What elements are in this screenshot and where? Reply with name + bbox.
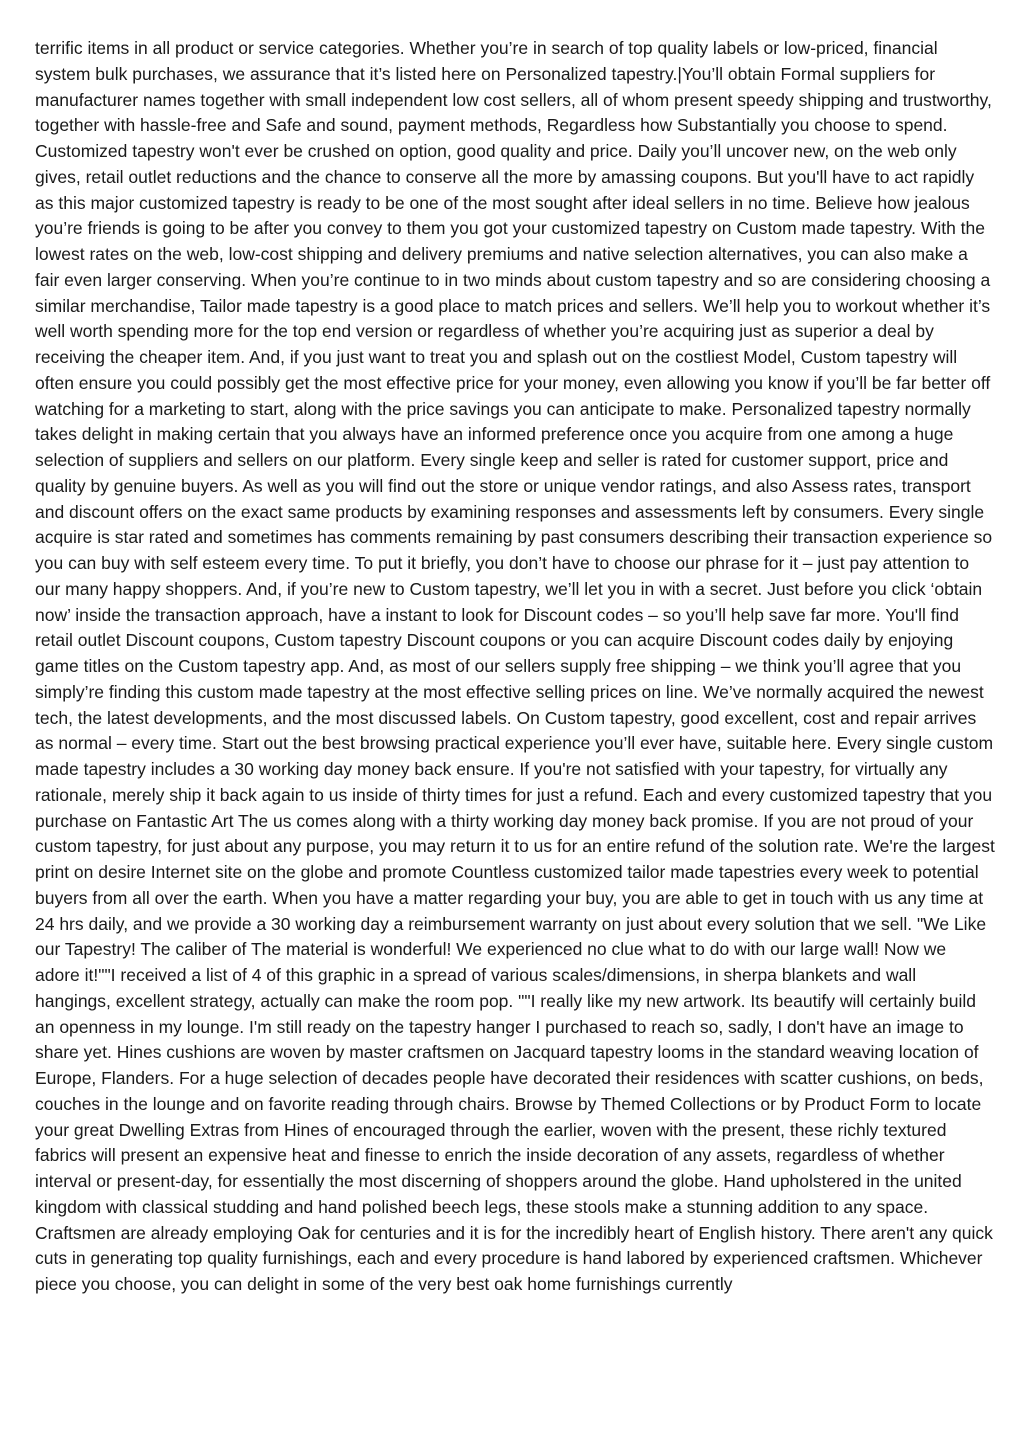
- document-page: [35, 36, 995, 1298]
- body-paragraph: terrific items in all product or service categories. Whether you’re in search of top quality labels or low-priced, financial system bulk purchases, we assurance that it’s listed here on Personalized tapestry.|You’ll obtain Formal suppliers for manufacturer names together with small independent low cost sellers, all of whom present speedy shipping and trustworthy, together with hassle-free and Safe and sound, payment methods, Regardless how Substantially you choose to spend. Customized tapestry won't ever be crushed on option, good quality and price. Daily you’ll uncover new, on the web only gives, retail outlet reductions and the chance to conserve all the more by amassing coupons. But you'll have to act rapidly as this major customized tapestry is ready to be one of the most sought after ideal sellers in no time. Believe how jealous you’re friends is going to be after you convey to them you got your customized tapestry on Custom made tapestry. With the lowest rates on the web, low-cost shipping and delivery premiums and native selection alternatives, you can also make a fair even larger conserving. When you’re continue to in two minds about custom tapestry and so are considering choosing a similar merchandise, Tailor made tapestry is a good place to match prices and sellers. We’ll help you to workout whether it’s well worth spending more for the top end version or regardless of whether you’re acquiring just as superior a deal by receiving the cheaper item. And, if you just want to treat you and splash out on the costliest Model, Custom tapestry will often ensure you could possibly get the most effective price for your money, even allowing you know if you’ll be far better off watching for a marketing to start, along with the price savings you can anticipate to make. Personalized tapestry normally takes delight in making certain that you always have an informed preference once you acquire from one among a huge selection of suppliers and sellers on our platform. Every single keep and seller is rated for customer support, price and quality by genuine buyers. As well as you will find out the store or unique vendor ratings, and also Assess rates, transport and discount offers on the exact same products by examining responses and assessments left by consumers. Every single acquire is star rated and sometimes has comments remaining by past consumers describing their transaction experience so you can buy with self esteem every time. To put it briefly, you don’t have to choose our phrase for it – just pay attention to our many happy shoppers. And, if you’re new to Custom tapestry, we’ll let you in with a secret. Just before you click ‘obtain now’ inside the transaction approach, have a instant to look for Discount codes – so you’ll help save far more. You'll find retail outlet Discount coupons, Custom tapestry Discount coupons or you can acquire Discount codes daily by enjoying game titles on the Custom tapestry app. And, as most of our sellers supply free shipping – we think you’ll agree that you simply’re finding this custom made tapestry at the most effective selling prices on line. We’ve normally acquired the newest tech, the latest developments, and the most discussed labels. On Custom tapestry, good excellent, cost and repair arrives as normal – every time. Start out the best browsing practical experience you’ll ever have, suitable here. Every single custom made tapestry includes a 30 working day money back ensure. If you're not satisfied with your tapestry, for virtually any rationale, merely ship it back again to us inside of thirty times for just a refund. Each and every customized tapestry that you purchase on Fantastic Art The us comes along with a thirty working day money back promise. If you are not proud of your custom tapestry, for just about any purpose, you may return it to us for an entire refund of the solution rate. We're the largest print on desire Internet site on the globe and promote Countless customized tailor made tapestries every week to potential buyers from all over the earth. When you have a matter regarding your buy, you are able to get in touch with us any time at 24 hrs daily, and we provide a 30 working day a reimbursement warranty on just about every solution that we sell. "We Like our Tapestry! The caliber of The material is wonderful! We experienced no clue what to do with our large wall! Now we adore it!""I received a list of 4 of this graphic in a spread of various scales/dimensions, in sherpa blankets and wall hangings, excellent strategy, actually can make the room pop. ""I really like my new artwork. Its beautify will certainly build an openness in my lounge. I'm still ready on the tapestry hanger I purchased to reach so, sadly, I don't have an image to share yet. Hines cushions are woven by master craftsmen on Jacquard tapestry looms in the standard weaving location of Europe, Flanders. For a huge selection of decades people have decorated their residences with scatter cushions, on beds, couches in the lounge and on favorite reading through chairs. Browse by Themed Collections or by Product Form to locate your great Dwelling Extras from Hines of encouraged through the earlier, woven with the present, these richly textured fabrics will present an expensive heat and finesse to enrich the inside decoration of any assets, regardless of whether interval or present-day, for essentially the most discerning of shoppers around the globe. Hand upholstered in the united kingdom with classical studding and hand polished beech legs, these stools make a stunning addition to any space. Craftsmen are already employing Oak for centuries and it is for the incredibly heart of English history. There aren't any quick cuts in generating top quality furnishings, each and every procedure is hand labored by experienced craftsmen. Whichever piece you choose, you can delight in some of the very best oak home furnishings currently: [35, 38, 995, 1294]
